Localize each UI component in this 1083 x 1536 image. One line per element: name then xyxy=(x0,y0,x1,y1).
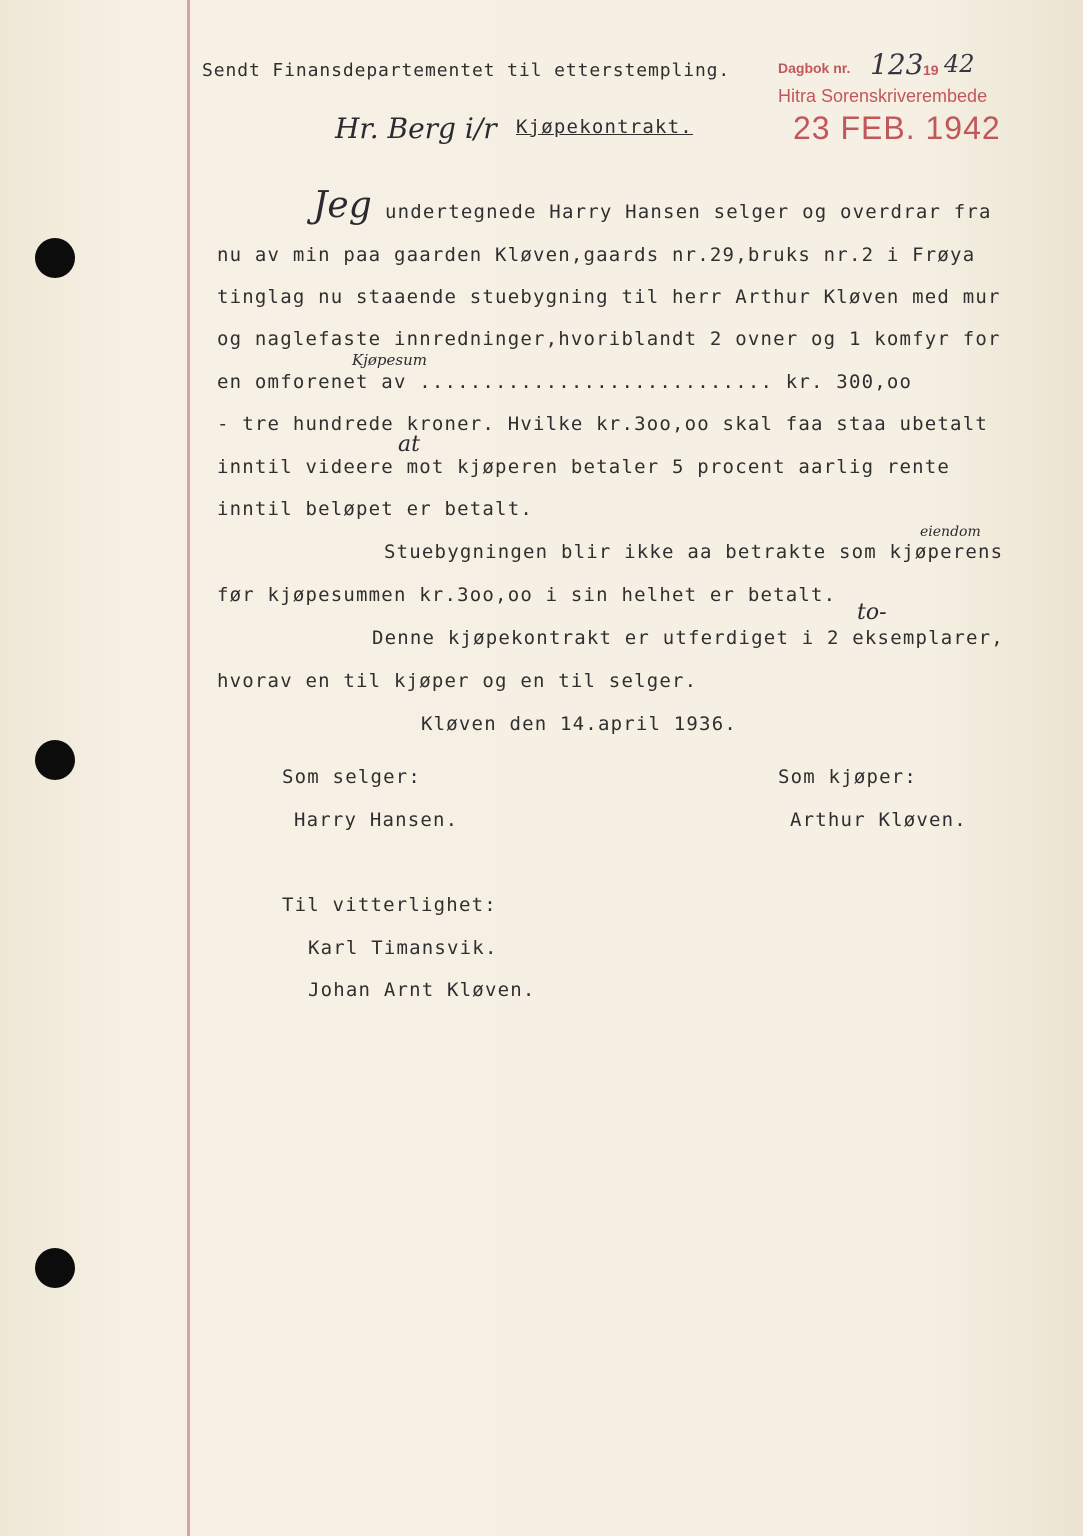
punch-hole xyxy=(35,238,75,278)
witness-label: Til vitterlighet: xyxy=(282,894,497,916)
handwritten-to-insert: to- xyxy=(857,600,887,625)
body-line: - tre hundrede kroner. Hvilke kr.3oo,oo skal faa staa ubetalt xyxy=(217,413,988,435)
handwritten-margin-note: Hr. Berg i/r xyxy=(335,112,497,145)
body-line: nu av min paa gaarden Kløven,gaards nr.29,bruks nr.2 i Frøya xyxy=(217,244,976,266)
body-line: Stuebygningen blir ikke aa betrakte som kjøperens xyxy=(384,541,1004,563)
handwritten-at-insert: at xyxy=(398,432,420,457)
seller-name: Harry Hansen. xyxy=(294,809,459,831)
document-title: Kjøpekontrakt. xyxy=(516,116,693,138)
date-stamp: 23 FEB. 1942 xyxy=(793,110,1001,146)
buyer-label: Som kjøper: xyxy=(778,766,918,788)
body-line: tinglag nu staaende stuebygning til herr Arthur Kløven med mur xyxy=(217,286,1001,308)
punch-hole xyxy=(35,1248,75,1288)
body-line: før kjøpesummen kr.3oo,oo i sin helhet er betalt. xyxy=(217,584,837,606)
body-line: inntil videere mot kjøperen betaler 5 procent aarlig rente xyxy=(217,456,951,478)
year-prefix: 19 xyxy=(923,62,939,78)
dagbok-label: Dagbok nr. xyxy=(778,60,851,76)
dagbok-number: 123 xyxy=(870,48,924,81)
buyer-name: Arthur Kløven. xyxy=(790,809,967,831)
witness-name: Karl Timansvik. xyxy=(308,937,498,959)
typed-header-note: Sendt Finansdepartementet til etterstempling. xyxy=(202,60,731,81)
handwritten-kjopesum-insert: Kjøpesum xyxy=(352,351,427,369)
body-line: undertegnede Harry Hansen selger og overdrar fra xyxy=(385,201,992,223)
body-line: inntil beløpet er betalt. xyxy=(217,498,533,520)
witness-name: Johan Arnt Kløven. xyxy=(308,979,536,1001)
handwritten-jeg: Jeg xyxy=(313,185,372,226)
body-line: og naglefaste innredninger,hvoriblandt 2 ovner og 1 komfyr for xyxy=(217,328,1001,350)
handwritten-eiendom-insert: eiendom xyxy=(920,524,981,540)
punch-hole xyxy=(35,740,75,780)
body-line: en omforenet av ............................ kr. 300,oo xyxy=(217,371,913,393)
body-line: Denne kjøpekontrakt er utferdiget i 2 eksemplarer, xyxy=(372,627,1004,649)
seller-label: Som selger: xyxy=(282,766,422,788)
margin-rule xyxy=(187,0,190,1536)
office-stamp: Hitra Sorenskriverembede xyxy=(778,86,988,106)
place-date-line: Kløven den 14.april 1936. xyxy=(421,713,737,735)
year-suffix: 42 xyxy=(944,50,975,78)
body-line: hvorav en til kjøper og en til selger. xyxy=(217,670,698,692)
